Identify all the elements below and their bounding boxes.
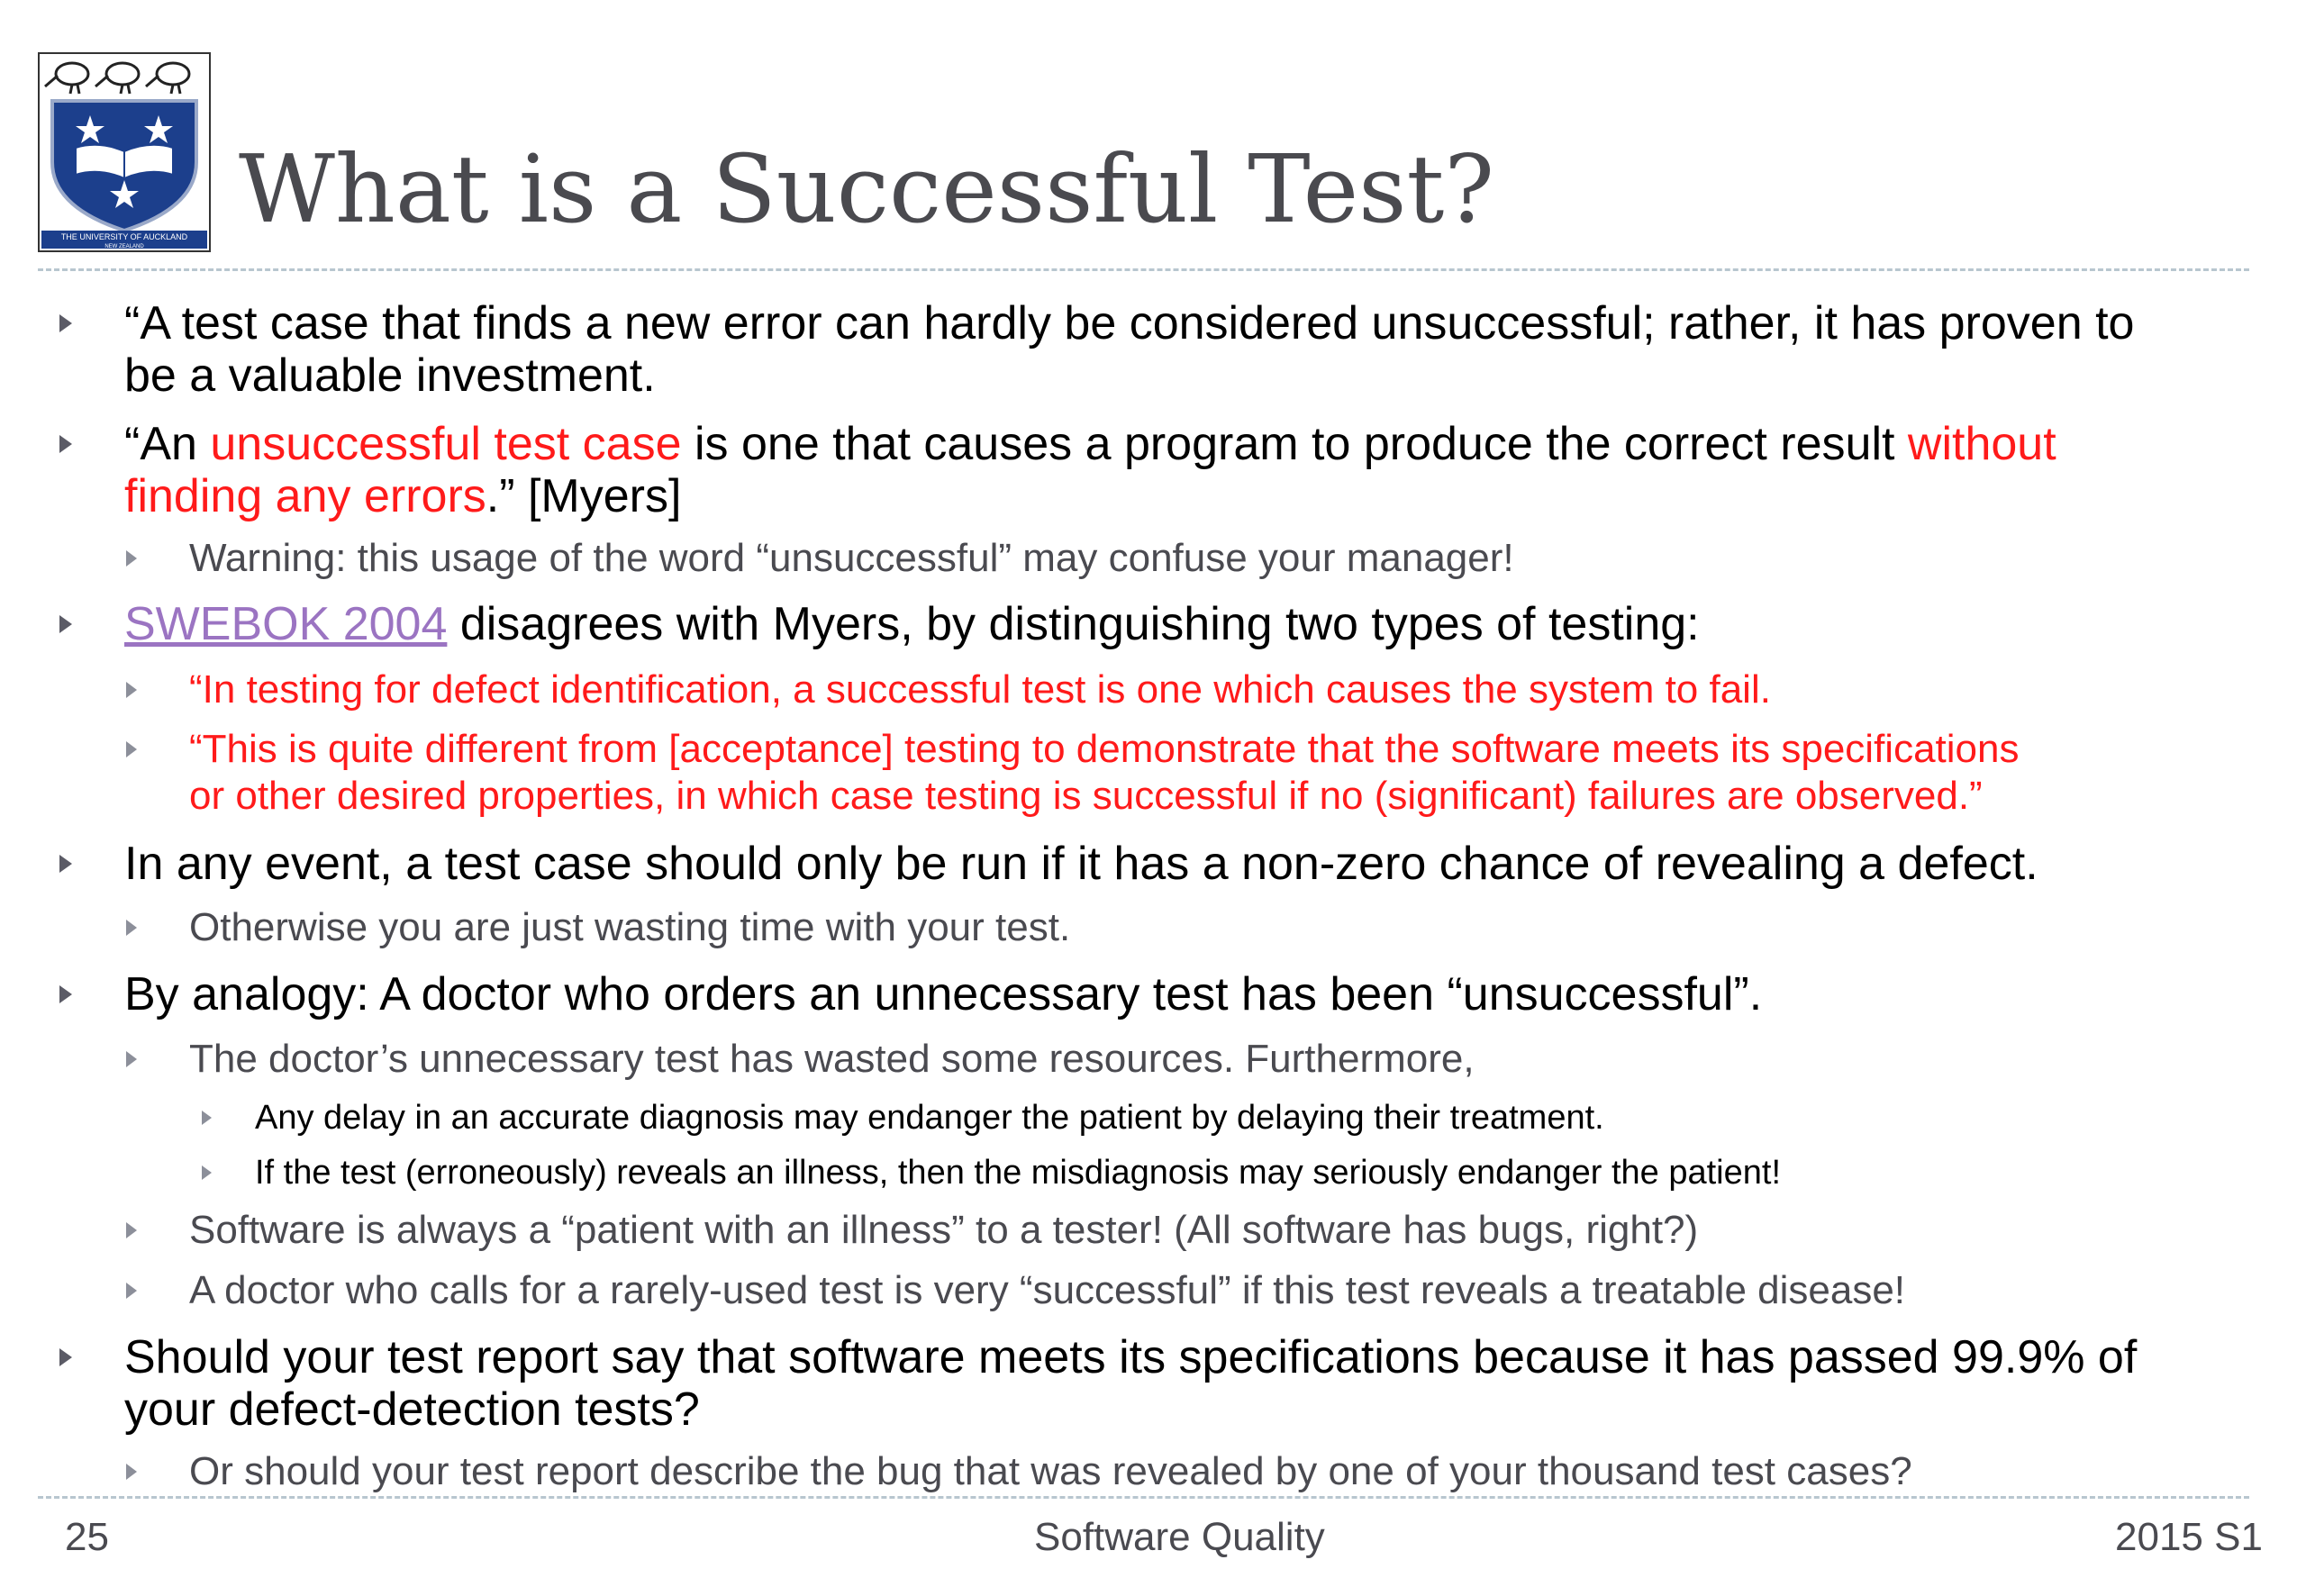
bullet-line: “A test case that finds a new error can hardly be considered unsuccessful; rather, it has proven to xyxy=(124,297,2135,349)
bullet-line: be a valuable investment. xyxy=(124,349,656,402)
bullet-icon xyxy=(202,1111,212,1125)
bullet-line: Should your test report say that software meets its specifications because it has passed 99.9% of xyxy=(124,1331,2138,1383)
footer-course: Software Quality xyxy=(1034,1515,1325,1559)
bullet-icon xyxy=(202,1165,212,1180)
footer-term: 2015 S1 xyxy=(2115,1515,2263,1559)
university-crest-icon xyxy=(40,54,209,250)
bullet-icon xyxy=(59,855,72,873)
sub-bullet-text: Or should your test report describe the bug that was revealed by one of your thousand test cases? xyxy=(189,1449,1912,1493)
footer-divider xyxy=(38,1496,2249,1499)
bullet-text xyxy=(124,297,2134,402)
bullet-icon xyxy=(126,741,137,757)
bullet-icon xyxy=(126,1051,137,1067)
swebok-link[interactable]: SWEBOK 2004 xyxy=(124,598,448,650)
sub-sub-bullet-text: If the test (erroneously) reveals an illness, then the misdiagnosis may seriously endanger the patient! xyxy=(255,1154,1782,1192)
bullet-line: “This is quite different from [acceptance] testing to demonstrate that the software meets its specifications xyxy=(189,727,2020,771)
bullet-line: or other desired properties, in which case testing is successful if no (significant) failures are observed.” xyxy=(189,774,1983,818)
bullet-icon xyxy=(126,920,137,936)
highlight-finding-any-errors: finding any errors xyxy=(124,470,486,522)
highlight-without: without xyxy=(1907,418,2056,470)
university-logo xyxy=(38,52,211,252)
sub-sub-bullet-text: Any delay in an accurate diagnosis may endanger the patient by delaying their treatment. xyxy=(255,1099,1604,1137)
bullet-icon xyxy=(126,1464,137,1480)
sub-bullet-text: A doctor who calls for a rarely-used test is very “successful” if this test reveals a treatable disease! xyxy=(189,1268,1906,1312)
sub-bullet-text: The doctor’s unnecessary test has wasted some resources. Furthermore, xyxy=(189,1037,1475,1081)
bullet-icon xyxy=(126,550,137,567)
text-run: is one that causes a program to produce the correct result xyxy=(681,418,1908,470)
bullet-icon xyxy=(126,1222,137,1238)
highlight-unsuccessful-test-case: unsuccessful test case xyxy=(210,418,682,470)
bullet-text: By analogy: A doctor who orders an unnecessary test has been “unsuccessful”. xyxy=(124,968,1763,1020)
bullet-icon xyxy=(59,435,72,453)
text-run: .” [Myers] xyxy=(486,470,682,522)
bullet-text xyxy=(124,598,1700,650)
text-run: disagrees with Myers, by distinguishing two types of testing: xyxy=(447,598,1700,650)
bullet-line: your defect-detection tests? xyxy=(124,1383,700,1436)
sub-bullet-text: “In testing for defect identification, a successful test is one which causes the system to fail. xyxy=(189,667,1771,712)
bullet-icon xyxy=(126,682,137,698)
text-run: “An xyxy=(124,418,211,470)
bullet-text xyxy=(124,1331,2137,1436)
slide-number: 25 xyxy=(65,1515,109,1559)
bullet-icon xyxy=(59,1348,72,1366)
bullet-icon xyxy=(59,985,72,1003)
bullet-text xyxy=(124,418,2056,522)
slide-title: What is a Successful Test? xyxy=(239,134,1495,244)
sub-bullet-text: Otherwise you are just wasting time with your test. xyxy=(189,905,1071,949)
bullet-icon xyxy=(59,615,72,633)
bullet-icon xyxy=(59,314,72,332)
sub-bullet-text: Warning: this usage of the word “unsuccessful” may confuse your manager! xyxy=(189,536,1514,580)
bullet-icon xyxy=(126,1283,137,1299)
sub-bullet-text: Software is always a “patient with an illness” to a tester! (All software has bugs, right?) xyxy=(189,1208,1699,1252)
logo-caption-line2: NEW ZEALAND xyxy=(104,244,144,249)
bullet-text: In any event, a test case should only be run if it has a non-zero chance of revealing a defect. xyxy=(124,838,2038,890)
logo-caption-line1: THE UNIVERSITY OF AUCKLAND xyxy=(60,232,188,241)
sub-bullet-text xyxy=(189,726,2020,820)
title-divider xyxy=(38,268,2249,271)
